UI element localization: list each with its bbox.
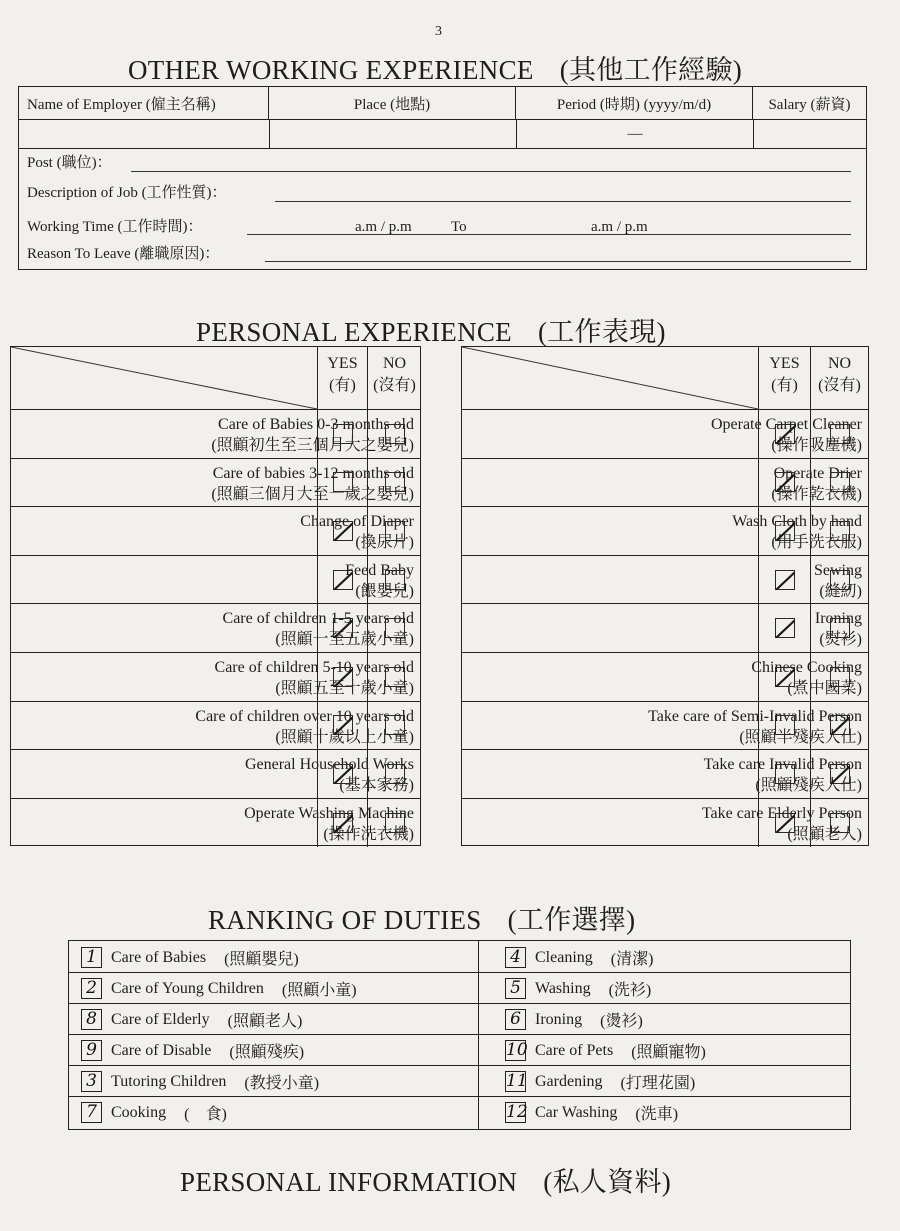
rank-box[interactable]: 7 [81, 1102, 102, 1123]
experience-label-cn: (照顧初生至三個月大之嬰兒) [211, 437, 414, 454]
no-cell [810, 702, 868, 750]
no-cell [367, 653, 421, 701]
no-checkbox[interactable] [830, 472, 850, 492]
personal-experience-title [196, 310, 666, 349]
duty-item [505, 977, 651, 1000]
ampm-to: a.m / p.m [591, 219, 648, 235]
experience-label-cn: (操作吸塵機) [771, 437, 862, 454]
salary-field[interactable] [754, 120, 866, 148]
yes-checkbox[interactable] [333, 715, 353, 735]
yes-checkbox[interactable] [775, 764, 795, 784]
experience-label-en: Operate Washing Machine [244, 804, 414, 822]
salary-header: Salary (薪資) [768, 96, 851, 113]
yes-checkbox[interactable] [333, 764, 353, 784]
yes-checkbox[interactable] [775, 472, 795, 492]
experience-label-en: Care of children 5-10 years old [214, 658, 414, 676]
yes-checkbox[interactable] [333, 813, 353, 833]
experience-label-cn: (餵嬰兒) [355, 582, 414, 600]
duty-label-en: Care of Disable [111, 1041, 212, 1059]
yes-checkbox[interactable] [775, 618, 795, 638]
experience-label-en: Chinese Cooking [751, 658, 862, 676]
yes-label: YES [327, 355, 358, 372]
rank-box[interactable]: 6 [505, 1009, 526, 1030]
experience-label-en: Care of children 1-5 years old [222, 610, 414, 628]
employer-name-field[interactable] [19, 120, 270, 148]
yes-checkbox[interactable] [333, 570, 353, 590]
experience-row [11, 410, 420, 459]
experience-label-cn: (熨衫) [819, 631, 862, 649]
experience-row [11, 604, 420, 653]
rank-box[interactable]: 5 [505, 978, 526, 999]
yes-cell [758, 653, 810, 701]
duty-label-cn: (燙衫) [600, 1013, 643, 1030]
column-divider [478, 941, 479, 1129]
no-label-cn: (沒有) [818, 377, 861, 394]
yes-checkbox[interactable] [775, 424, 795, 444]
no-cell [810, 507, 868, 555]
yes-checkbox[interactable] [333, 521, 353, 541]
duty-label-en: Tutoring Children [111, 1072, 227, 1090]
duty-label-en: Cleaning [535, 948, 593, 966]
no-checkbox[interactable] [830, 667, 850, 687]
period-field[interactable] [517, 120, 754, 148]
duty-item [505, 1070, 695, 1093]
experience-label-en: Take care Invalid Person [703, 756, 862, 774]
duty-label-cn: (照顧寵物) [631, 1044, 706, 1061]
row-divider [69, 1096, 850, 1097]
experience-label-en: Change of Diaper [300, 513, 414, 531]
experience-label-cn: (照顧十歲以上小童) [275, 728, 414, 746]
ranking-of-duties-table [68, 940, 851, 1130]
personal-experience-table-right [461, 346, 869, 846]
experience-label-en: Sewing [814, 561, 862, 579]
personal-experience-table-left [10, 346, 421, 846]
yes-cell [317, 702, 367, 750]
experience-label-en: Care of children over 10 years old [195, 707, 414, 725]
duty-item [505, 1008, 643, 1031]
no-checkbox[interactable] [830, 618, 850, 638]
right-rows [462, 410, 868, 847]
place-header: Place (地點) [269, 87, 516, 119]
yes-cell [758, 410, 810, 458]
experience-label-cn: (煮中國菜) [787, 679, 862, 697]
experience-row [462, 750, 868, 799]
yes-label-cn: (有) [329, 377, 356, 394]
duty-label-cn: (清潔) [610, 951, 654, 968]
no-cell [810, 556, 868, 604]
other-working-experience-title [128, 48, 742, 87]
experience-label-cn: (基本家務) [339, 777, 414, 795]
duty-item [81, 1039, 304, 1062]
duty-label-en: Cooking [111, 1103, 167, 1121]
yes-cell [317, 410, 367, 458]
duty-label-cn: (照顧小童) [281, 982, 357, 999]
duty-label-en: Ironing [535, 1010, 583, 1028]
experience-row [11, 556, 420, 605]
employer-name-header: Name of Employer (僱主名稱) [19, 87, 269, 119]
experience-row [462, 653, 868, 702]
experience-row [11, 459, 420, 508]
period-separator: — [627, 125, 643, 142]
experience-row [11, 653, 420, 702]
duty-label-en: Care of Elderly [111, 1010, 210, 1028]
no-checkbox[interactable] [830, 570, 850, 590]
no-cell [810, 750, 868, 798]
duty-item [81, 1008, 302, 1031]
yes-checkbox[interactable] [333, 472, 353, 492]
period-header: Period (時期) (yyyy/m/d) [516, 87, 753, 119]
yes-checkbox[interactable] [333, 424, 353, 444]
no-checkbox[interactable] [385, 764, 405, 784]
experience-label-en: Feed Baby [345, 561, 414, 579]
duty-label-cn: ( 食) [184, 1106, 227, 1123]
working-time-field[interactable] [247, 234, 851, 235]
duty-label-en: Washing [535, 979, 591, 997]
yes-header [758, 347, 810, 409]
no-cell [367, 702, 421, 750]
yes-label: YES [769, 355, 800, 372]
duty-label-en: Car Washing [535, 1103, 618, 1121]
experience-row [11, 507, 420, 556]
left-rows [11, 410, 420, 847]
experience-row [11, 750, 420, 799]
experience-row [462, 604, 868, 653]
yes-checkbox[interactable] [775, 813, 795, 833]
yes-checkbox[interactable] [333, 667, 353, 687]
duty-label-cn: (洗衫) [608, 982, 652, 999]
experience-label-en: Care of Babies 0-3 months old [218, 416, 414, 433]
no-cell [367, 604, 421, 652]
duty-label-cn: (照顧殘疾) [229, 1044, 305, 1061]
employment-table-row [19, 120, 866, 149]
rank-box[interactable]: 12 [506, 1102, 528, 1122]
yes-cell [758, 702, 810, 750]
reason-to-leave-field[interactable] [265, 261, 851, 262]
duty-item [81, 946, 299, 969]
experience-row [462, 507, 868, 556]
no-cell [367, 750, 421, 798]
duty-item [81, 977, 357, 1000]
no-checkbox[interactable] [830, 521, 850, 541]
place-field[interactable] [270, 120, 517, 148]
no-checkbox[interactable] [385, 618, 405, 638]
no-checkbox[interactable] [385, 472, 405, 492]
yes-checkbox[interactable] [775, 570, 795, 590]
experience-label-cn: (照顧老人) [787, 825, 862, 843]
header-diagonal [462, 347, 758, 409]
rank-box[interactable]: 11 [506, 1071, 528, 1091]
experience-label-en: Take care of Semi-Invalid Person [648, 707, 862, 725]
yes-cell [758, 604, 810, 652]
section-title-en: OTHER WORKING EXPERIENCE [128, 55, 534, 85]
yes-label-cn: (有) [771, 377, 798, 394]
row-divider [69, 1034, 850, 1035]
no-checkbox[interactable] [385, 570, 405, 590]
ampm-from: a.m / p.m [355, 219, 412, 235]
experience-row [462, 459, 868, 508]
no-cell [810, 604, 868, 652]
no-cell [367, 459, 421, 507]
header-diagonal [11, 347, 317, 409]
no-header [810, 347, 868, 409]
rank-box[interactable]: 10 [506, 1040, 528, 1060]
duty-label-en: Care of Babies [111, 948, 207, 966]
experience-label-cn: (操作乾衣機) [771, 485, 862, 503]
experience-row [462, 410, 868, 459]
experience-label-en: Operate Carpet Cleaner [710, 416, 862, 433]
experience-label-en: Ironing [814, 610, 862, 628]
no-header [367, 347, 421, 409]
yes-cell [317, 507, 367, 555]
no-checkbox[interactable] [385, 813, 405, 833]
experience-label-en: Care of babies 3-12 months old [212, 464, 414, 482]
section-title-en: PERSONAL INFORMATION [180, 1167, 518, 1197]
experience-label-cn: (縫紉) [819, 582, 862, 600]
experience-row [11, 702, 420, 751]
duty-item [505, 1101, 678, 1124]
yes-cell [758, 750, 810, 798]
employment-table-header [19, 87, 866, 120]
experience-row [462, 702, 868, 751]
duty-label-cn: (打理花園) [620, 1075, 696, 1092]
experience-label-en: Operate Drier [773, 464, 862, 482]
reason-to-leave-label: Reason To Leave (離職原因)： [27, 246, 220, 262]
duty-label-en: Care of Young Children [111, 979, 264, 997]
no-cell [367, 799, 421, 848]
no-label-cn: (沒有) [373, 377, 416, 394]
rank-box[interactable]: 4 [505, 947, 526, 968]
section-title-en: PERSONAL EXPERIENCE [196, 317, 512, 347]
rank-box[interactable]: 9 [81, 1040, 102, 1061]
yes-cell [317, 604, 367, 652]
yes-cell [317, 799, 367, 848]
experience-row [462, 556, 868, 605]
experience-label-cn: (照顧五至十歲小童) [275, 679, 414, 697]
experience-label-cn: (照顧三個月大至一歲之嬰兒) [211, 485, 414, 503]
description-field[interactable] [275, 201, 851, 202]
no-checkbox[interactable] [830, 424, 850, 444]
rank-box[interactable]: 3 [81, 1071, 102, 1092]
ranking-of-duties-title [208, 898, 635, 937]
experience-label-en: Wash Cloth by hand [732, 513, 862, 531]
no-checkbox[interactable] [385, 521, 405, 541]
yes-checkbox[interactable] [333, 618, 353, 638]
duty-label-cn: (照顧老人) [227, 1013, 303, 1030]
duty-label-en: Care of Pets [535, 1041, 614, 1059]
no-cell [810, 410, 868, 458]
description-label: Description of Job (工作性質)： [27, 185, 227, 201]
experience-row [11, 799, 420, 848]
duty-label-cn: (教授小童) [244, 1075, 320, 1092]
duty-label-cn: (照顧嬰兒) [224, 951, 299, 968]
yes-cell [317, 653, 367, 701]
duty-label-en: Gardening [535, 1072, 603, 1090]
section-title-cn: (工作選擇) [507, 905, 636, 935]
duty-item [81, 1101, 227, 1124]
no-checkbox[interactable] [830, 813, 850, 833]
experience-label-en: Take care Elderly Person [701, 804, 862, 822]
rank-box[interactable]: 2 [81, 978, 102, 999]
to-label: To [451, 219, 467, 235]
no-cell [367, 410, 421, 458]
post-field[interactable] [131, 171, 851, 172]
experience-label-cn: (換尿片) [355, 534, 414, 552]
no-checkbox[interactable] [385, 667, 405, 687]
yes-checkbox[interactable] [775, 521, 795, 541]
no-cell [810, 653, 868, 701]
row-divider [69, 972, 850, 973]
experience-label-cn: (照顧殘疾人仕) [755, 777, 862, 795]
section-title-cn: (工作表現) [537, 317, 666, 347]
experience-label-en: General Household Works [244, 756, 414, 774]
no-cell [367, 507, 421, 555]
duty-item [81, 1070, 319, 1093]
yes-cell [758, 507, 810, 555]
row-divider [69, 1065, 850, 1066]
no-label: NO [827, 355, 852, 372]
section-title-cn: (私人資料) [543, 1167, 672, 1197]
yes-cell [758, 799, 810, 848]
yes-cell [317, 459, 367, 507]
no-label: NO [382, 355, 407, 372]
no-checkbox[interactable] [385, 424, 405, 444]
row-divider [69, 1003, 850, 1004]
rank-box[interactable]: 8 [81, 1009, 102, 1030]
experience-label-cn: (操作洗衣機) [323, 825, 414, 843]
section-title-cn: (其他工作經驗) [559, 55, 743, 85]
rank-box[interactable]: 1 [81, 947, 102, 968]
other-working-experience-form [18, 86, 867, 270]
yes-checkbox[interactable] [775, 715, 795, 735]
no-checkbox[interactable] [830, 715, 850, 735]
post-label: Post (職位)： [27, 155, 112, 171]
working-time-label: Working Time (工作時間)： [27, 219, 203, 235]
yes-cell [317, 750, 367, 798]
personal-information-title [180, 1160, 671, 1199]
yes-cell [758, 459, 810, 507]
yes-cell [758, 556, 810, 604]
experience-row [462, 799, 868, 848]
experience-label-cn: (照顧一至五歲小童) [275, 631, 414, 649]
table-header [11, 347, 420, 410]
page-number: 3 [435, 24, 442, 39]
no-checkbox[interactable] [830, 764, 850, 784]
table-header [462, 347, 868, 410]
yes-header [317, 347, 367, 409]
no-cell [367, 556, 421, 604]
no-checkbox[interactable] [385, 715, 405, 735]
no-cell [810, 459, 868, 507]
duty-item [505, 946, 653, 969]
experience-label-cn: (用手洗衣服) [771, 534, 862, 552]
duty-label-cn: (洗車) [635, 1106, 679, 1123]
experience-label-cn: (照顧半殘疾人仕) [739, 728, 862, 746]
no-cell [810, 799, 868, 848]
yes-cell [317, 556, 367, 604]
section-title-en: RANKING OF DUTIES [208, 905, 482, 935]
duty-item [505, 1039, 706, 1062]
yes-checkbox[interactable] [775, 667, 795, 687]
